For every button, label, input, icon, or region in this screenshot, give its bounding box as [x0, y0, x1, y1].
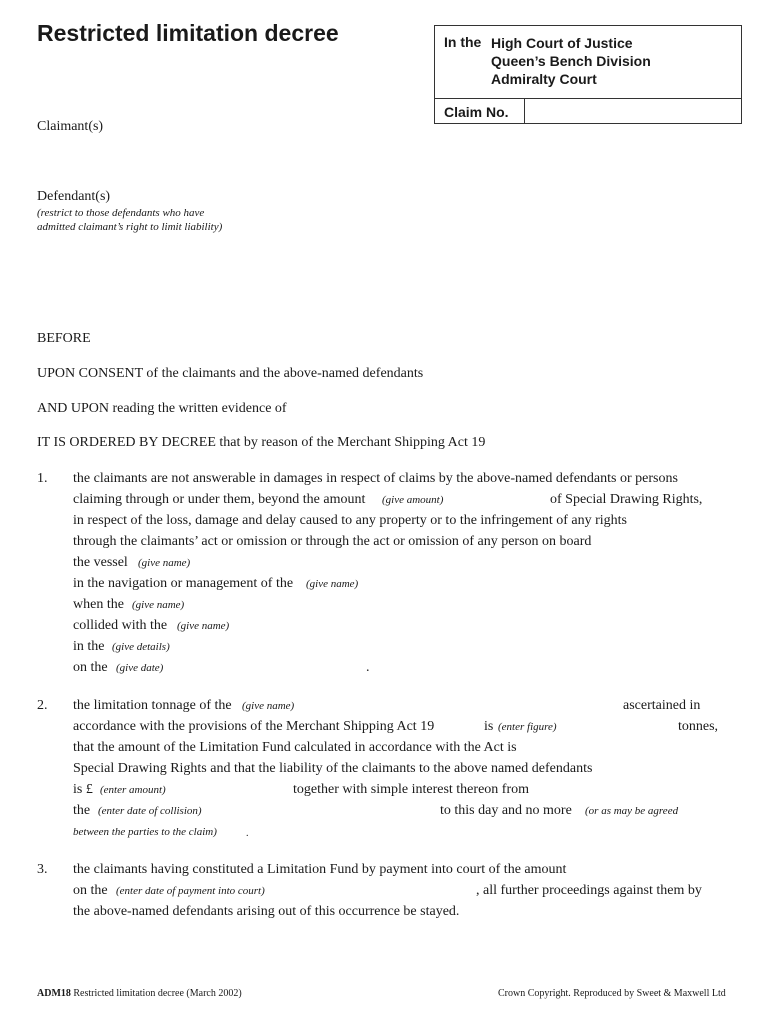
field-hint: (give details) [112, 641, 170, 653]
item1-text: in respect of the loss, damage and delay caused to any property or to the infringement of any rights [73, 513, 627, 528]
upon-consent-text: UPON CONSENT of the claimants and the above-named defendants [37, 366, 424, 381]
court-name [491, 34, 651, 88]
item3-text: on the [73, 883, 108, 898]
form-code: ADM18 [37, 988, 71, 999]
item1-text: through the claimants’ act or omission or through the act or omission of any person on board [73, 534, 592, 549]
item3-text: , all further proceedings against them by [476, 883, 702, 898]
field-hint: (give name) [177, 620, 230, 632]
item1-text: collided with the [73, 618, 168, 633]
field-hint: (give name) [132, 599, 185, 611]
ordered-text: IT IS ORDERED BY DECREE that by reason of the Merchant Shipping Act 19 [37, 435, 486, 450]
item1-text: on the [73, 660, 108, 675]
field-hint: between the parties to the claim) [73, 826, 217, 838]
item2-text: . [246, 828, 249, 839]
field-hint: (enter date of collision) [98, 805, 202, 817]
item2-text: accordance with the provisions of the Merchant Shipping Act 19 [73, 719, 435, 734]
claimants-label: Claimant(s) [37, 119, 104, 134]
item2-text: that the amount of the Limitation Fund calculated in accordance with the Act is [73, 740, 517, 755]
item2-text: together with simple interest thereon from [293, 782, 529, 797]
item3-text: the above-named defendants arising out of this occurrence be stayed. [73, 904, 460, 919]
item2-text: tonnes, [678, 719, 719, 734]
field-hint: (enter amount) [100, 784, 166, 796]
document-title: Restricted limitation decree [37, 20, 339, 46]
item2-text: ascertained in [623, 698, 701, 713]
court-in-the-label: In the [444, 34, 482, 50]
claim-number-divider [524, 98, 525, 123]
and-upon-text: AND UPON reading the written evidence of [37, 401, 287, 416]
item-number: 3. [37, 862, 48, 877]
court-line: Queen’s Bench Division [491, 53, 651, 69]
item-number: 1. [37, 471, 48, 486]
field-hint: (enter date of payment into court) [116, 885, 265, 897]
defendants-label: Defendant(s) [37, 189, 111, 204]
field-hint: (enter figure) [498, 721, 557, 733]
court-box [434, 25, 742, 124]
item2-text: to this day and no more [440, 803, 572, 818]
court-divider [435, 98, 741, 99]
footer-copyright: Crown Copyright. Reproduced by Sweet & Maxwell Ltd [498, 988, 726, 999]
footer-form-id [37, 988, 242, 999]
form-title: Restricted limitation decree (March 2002) [73, 988, 242, 999]
item1-text: claiming through or under them, beyond the amount [73, 492, 366, 507]
court-line: High Court of Justice [491, 35, 633, 51]
item1-text: of Special Drawing Rights, [550, 492, 703, 507]
item2-text: is £ [73, 782, 93, 797]
field-hint: (give name) [138, 557, 191, 569]
before-label: BEFORE [37, 331, 91, 346]
item2-text: is [484, 719, 494, 734]
item1-text: . [366, 660, 370, 675]
field-hint: (or as may be agreed [585, 805, 679, 817]
item-number: 2. [37, 698, 48, 713]
field-hint: (give amount) [382, 494, 444, 506]
defendants-note: (restrict to those defendants who have [37, 207, 205, 219]
item1-text: the claimants are not answerable in damages in respect of claims by the above-named defendants or persons [73, 471, 678, 486]
item2-text: Special Drawing Rights and that the liability of the claimants to the above named defendants [73, 761, 593, 776]
item1-text: in the navigation or management of the [73, 576, 294, 591]
item1-text: when the [73, 597, 124, 612]
field-hint: (give name) [242, 700, 295, 712]
claim-number-label: Claim No. [444, 104, 509, 120]
item2-text: the [73, 803, 91, 818]
item3-text: the claimants having constituted a Limitation Fund by payment into court of the amount [73, 862, 567, 877]
item1-text: in the [73, 639, 105, 654]
court-line: Admiralty Court [491, 71, 597, 87]
item1-text: the vessel [73, 555, 128, 570]
field-hint: (give name) [306, 578, 359, 590]
item2-text: the limitation tonnage of the [73, 698, 232, 713]
defendants-note: admitted claimant’s right to limit liability) [37, 221, 223, 233]
field-hint: (give date) [116, 662, 164, 674]
claim-number-field[interactable] [531, 104, 731, 120]
